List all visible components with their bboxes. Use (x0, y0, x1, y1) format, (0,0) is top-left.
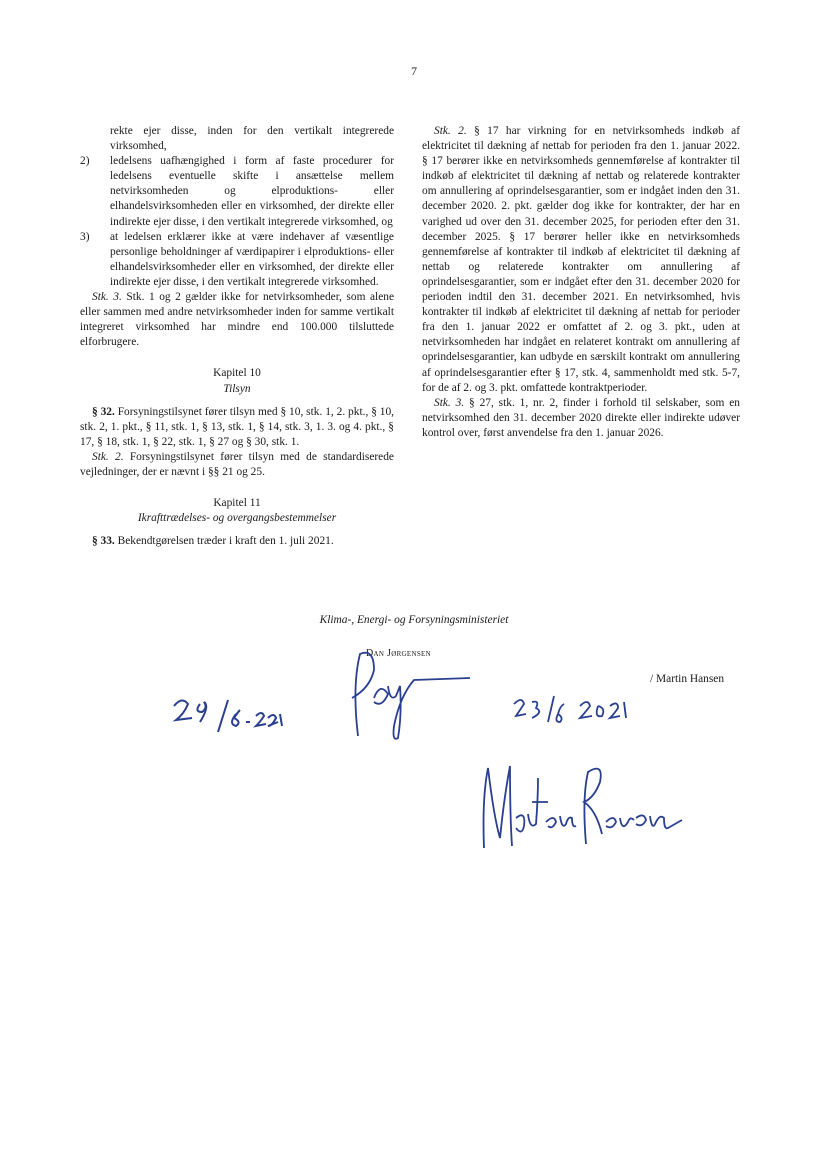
stk-label: Stk. 2. (434, 125, 467, 137)
chapter-title: Kapitel 11 (213, 497, 261, 510)
paragraph-stk2 (422, 124, 740, 396)
chapter-subtitle: Ikrafttrædelses- og overgangsbestemmelser (137, 512, 337, 525)
list-item-text: ledelsens uafhængighed i form af faste procedurer for ledelsens eventuelle skifte i ansættelse mellem netvirksomheden og elproduktions- eller elhandelsvirksomheden eller en virksomhed, der direkte eller indirekte ejer disse, i den vertikalt integrerede virksomhed, og (110, 155, 394, 228)
paragraph-stk3 (422, 396, 740, 441)
page-number: 7 (411, 64, 417, 78)
list-item (80, 154, 394, 229)
stk-label: Stk. 3. (434, 396, 465, 409)
handwritten-date-left (170, 692, 290, 742)
stk-text: § 17 har virkning for en netvirksomheds indkøb af elektricitet til dækning af nettab for perioden fra den 1. januar 2022. § 17 berører ikke en netvirksomheds gennemførelse af kontrakter til indkøb af elektricitet til dækning af nettab og relaterede kontrakter om annullering af oprindelsesgarantier, som er indgået inden den 31. december 2020. 2. pkt. gælder dog ikke for kontrakter, der har en varighed ud over den 31. december 2025, for perioden efter den 31. december 2025. § 17 berører heller ikke en netvirksomheds gennemførelse af kontrakter til indkøb af elektricitet til dækning af nettab og relaterede kontrakter om annullering af oprindelsesgarantier, som er indgået efter den 31. december 2020 for perioden indtil den 31. december 2021. En netvirksomhed, hvis kontrakter til indkøb af elektricitet til dækning af nettab for perioder fra den 1. januar 2022 er omfattet af 2. og 3. pkt., uden at netvirksomheden har indgået en relateret kontrakt om annullering af oprindelsesgarantier, kan udbyde en særskilt kontrakt om annullering af oprindelsesgarantier efter § 17, stk. 4, sammenholdt med stk. 5-7, for de af 2. og 3. pkt. omfattede kontraktperioder. (422, 125, 740, 394)
list-item-number: 3) (80, 230, 90, 243)
chapter-subtitle: Tilsyn (223, 382, 251, 395)
right-column (422, 124, 740, 441)
section-32-stk2 (80, 450, 394, 480)
stk-label: Stk. 3. (92, 291, 122, 304)
section-text: Forsyningstilsynet fører tilsyn med § 10, stk. 1, 2. pkt., § 10, stk. 2, 1. pkt., § 11, stk. 1, § 13, stk. 1, § 14, stk. 3, 1. 3. og 4. pkt., § 17, § 18, stk. 1, § 22, stk. 1, § 27 og § 30, stk. 1. (80, 405, 395, 448)
section-33 (80, 534, 394, 549)
section-32 (80, 405, 394, 450)
continued-item-text: rekte ejer disse, inden for den vertikalt integrerede virksomhed, (110, 125, 394, 153)
minister-name: Dan Jørgensen (366, 648, 431, 659)
stk-text: Forsyningstilsynet fører tilsyn med de standardiserede vejledninger, der er nævnt i §§ 21 og 25. (80, 450, 394, 478)
paragraph-stk3 (80, 290, 394, 350)
section-label: § 33. (92, 535, 115, 548)
stk-label: Stk. 2. (92, 450, 124, 463)
left-column (80, 124, 394, 549)
minister-signature (330, 646, 480, 746)
list-item-text: at ledelsen erklærer ikke at være indehaver af væsentlige personlige beholdninger af værdipapirer i elproduktions- eller elhandelsvirksomheder eller en virksomhed, der direkte eller indirekte ejer disse, i den vertikalt integrerede virksomhed. (110, 230, 394, 288)
list-item-number: 2) (80, 155, 90, 168)
ministry-name: Klima-, Energi- og Forsyningsministeriet (319, 614, 509, 626)
stk-text: § 27, stk. 1, nr. 2, finder i forhold til selskaber, som en netvirksomhed den 31. december 2020 direkte eller indirekte udøver kontrol over, først anvendelse fra den 1. januar 2026. (422, 396, 741, 439)
secretary-signature (476, 758, 696, 858)
section-label: § 32. (92, 405, 115, 418)
handwritten-date-right (510, 692, 640, 732)
chapter-title: Kapitel 10 (213, 367, 261, 380)
stk-text: Stk. 1 og 2 gælder ikke for netvirksomheder, som alene eller sammen med andre netvirksomheder inden for samme vertikalt integreret virksomhed har mindre end 100.000 tilsluttede elforbrugere. (80, 291, 394, 349)
secretary-name: / Martin Hansen (650, 673, 725, 685)
section-text: Bekendtgørelsen træder i kraft den 1. juli 2021. (114, 535, 334, 548)
list-item (80, 230, 394, 290)
